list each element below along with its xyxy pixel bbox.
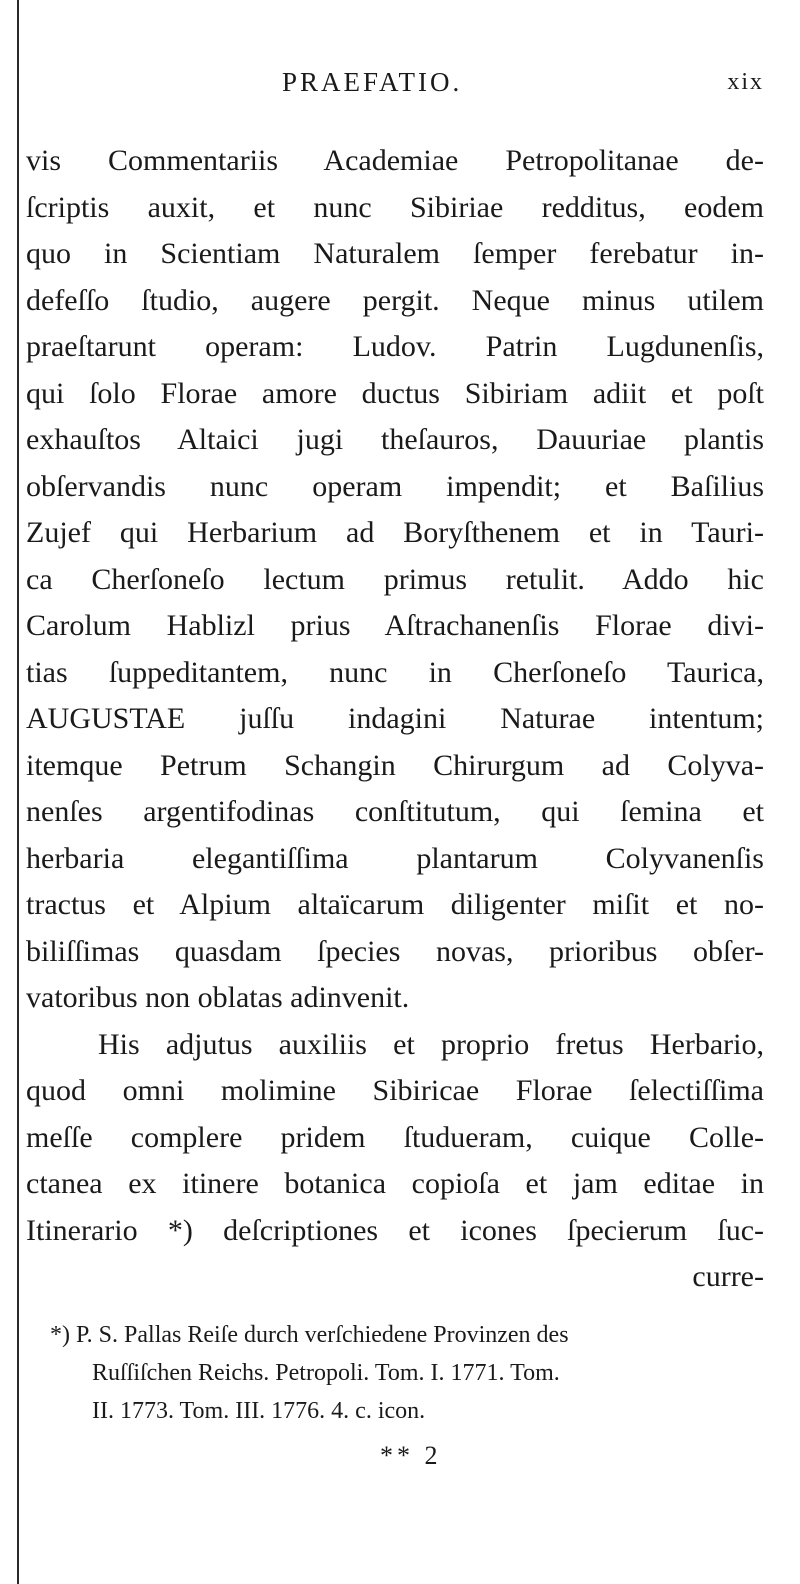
footnote xyxy=(50,1316,764,1430)
text-line: ca Cherſoneſo lectum primus retulit. Addo hic xyxy=(26,562,764,596)
text-line: qui ſolo Florae amore ductus Sibiriam adiit et poſt xyxy=(26,376,764,410)
footnote-line: *) P. S. Pallas Reiſe durch verſchiedene Provinzen des xyxy=(50,1322,569,1348)
text-line: obſervandis nunc operam impendit; et Baſilius xyxy=(26,469,764,503)
text-line: exhauſtos Altaici jugi theſauros, Dauuriae plantis xyxy=(26,423,764,456)
text-line: meſſe complere pridem ſtudueram, cuique Colle- xyxy=(26,1120,764,1154)
text-line: Itinerario *) deſcriptiones et icones ſpecierum ſuc- xyxy=(26,1213,764,1247)
text-line: praeſtarunt operam: Ludov. Patrin Lugdunenſis, xyxy=(26,330,764,363)
text-line: itemque Petrum Schangin Chirurgum ad Colyva- xyxy=(26,748,764,782)
text-line: vis Commentariis Academiae Petropolitanae de- xyxy=(26,144,764,177)
footnote-line: II. 1773. Tom. III. 1776. 4. c. icon. xyxy=(92,1398,426,1424)
catchword: curre- xyxy=(692,1260,764,1293)
text-line: ſcriptis auxit, et nunc Sibiriae redditus, eodem xyxy=(26,190,764,224)
text-line: biliſſimas quasdam ſpecies novas, prioribus obſer- xyxy=(26,934,764,968)
text-line: quod omni molimine Sibiricae Florae ſelectiſſima xyxy=(26,1074,764,1107)
signature-mark: ** 2 xyxy=(380,1441,442,1470)
text-line: ctanea ex itinere botanica copioſa et jam editae in xyxy=(26,1167,764,1200)
text-line: Carolum Hablizl prius Aſtrachanenſis Florae divi- xyxy=(26,609,764,642)
text-line: quo in Scientiam Naturalem ſemper ferebatur in- xyxy=(26,237,764,270)
text-line: AUGUSTAE juſſu indagini Naturae intentum; xyxy=(26,702,764,735)
body-text xyxy=(26,138,764,1301)
text-line: nenſes argentifodinas conſtitutum, qui ſemina et xyxy=(26,795,764,828)
text-line: herbaria elegantiſſima plantarum Colyvanenſis xyxy=(26,841,764,875)
binding-edge-line xyxy=(17,0,19,1584)
page-number: xix xyxy=(727,69,764,95)
running-head: PRAEFATIO. xyxy=(282,67,463,97)
text-line: tractus et Alpium altaïcarum diligenter miſit et no- xyxy=(26,888,764,921)
footnote-line: Ruſſiſchen Reichs. Petropoli. Tom. I. 1771. Tom. xyxy=(92,1360,560,1386)
text-line: tias ſuppeditantem, nunc in Cherſoneſo Taurica, xyxy=(26,655,764,689)
paragraph-start-line: His adjutus auxiliis et proprio fretus Herbario, xyxy=(98,1027,764,1061)
text-line: vatoribus non oblatas adinvenit. xyxy=(26,981,410,1014)
text-line: Zujef qui Herbarium ad Boryſthenem et in Tauri- xyxy=(26,516,764,549)
text-line: defeſſo ſtudio, augere pergit. Neque minus utilem xyxy=(26,283,764,317)
page-header xyxy=(0,62,800,102)
